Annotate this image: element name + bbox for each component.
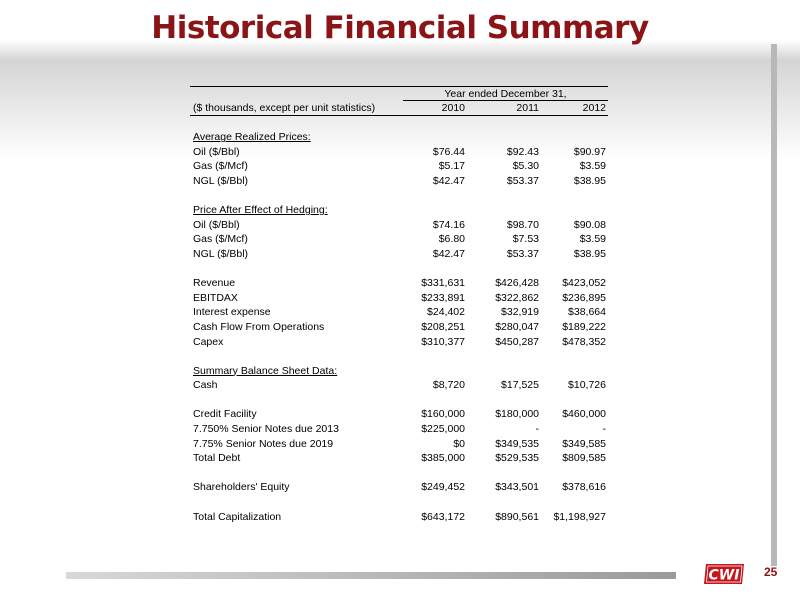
row-label: Total Capitalization <box>193 510 282 523</box>
table-row <box>190 335 608 350</box>
row-label: Interest expense <box>193 306 271 319</box>
section-heading-label: Average Realized Prices: <box>193 131 311 144</box>
cell-value: $7.53 <box>512 233 539 246</box>
cell-value: $225,000 <box>421 423 465 436</box>
cell-value: $38,664 <box>568 306 606 319</box>
cell-value: $38.95 <box>573 247 606 260</box>
cell-value: $643,172 <box>421 510 465 523</box>
cell-value: $1,198,927 <box>553 510 606 523</box>
cell-value: $10,726 <box>568 379 606 392</box>
section-heading <box>190 203 608 218</box>
section-heading <box>190 130 608 145</box>
cell-value: $3.59 <box>579 160 606 173</box>
table-row <box>190 422 608 437</box>
cell-value: $426,428 <box>495 277 539 290</box>
table-row <box>190 451 608 466</box>
row-label: Gas ($/Mcf) <box>193 160 248 173</box>
cell-value: $98.70 <box>506 218 539 231</box>
cell-value: $74.16 <box>432 218 465 231</box>
spacer-row <box>190 393 608 408</box>
cell-value: $249,452 <box>421 481 465 494</box>
period-header: Year ended December 31, <box>444 88 567 100</box>
right-accent-bar <box>771 44 777 566</box>
table-row <box>190 159 608 174</box>
row-label: 7.750% Senior Notes due 2013 <box>193 423 339 436</box>
cell-value: $42.47 <box>432 247 465 260</box>
page-number: 25 <box>764 565 778 579</box>
table-row <box>190 480 608 495</box>
table-top-rule <box>190 86 608 87</box>
cell-value: $208,251 <box>421 320 465 333</box>
row-label: Total Debt <box>193 452 241 465</box>
spacer-row <box>190 262 608 277</box>
cell-value: $160,000 <box>421 408 465 421</box>
row-label: Cash Flow From Operations <box>193 320 325 333</box>
row-label: Shareholders' Equity <box>193 481 290 494</box>
cwi-logo <box>703 563 745 585</box>
spacer-row <box>190 189 608 204</box>
cell-value: $180,000 <box>495 408 539 421</box>
row-label: Credit Facility <box>193 408 257 421</box>
spacer-row <box>190 116 608 131</box>
cell-value: $385,000 <box>421 452 465 465</box>
cell-value: $529,535 <box>495 452 539 465</box>
row-label: 7.75% Senior Notes due 2019 <box>193 437 334 450</box>
cell-value: - <box>602 423 606 436</box>
cell-value: $17,525 <box>501 379 539 392</box>
row-label: EBITDAX <box>193 291 238 304</box>
cell-value: $809,585 <box>562 452 606 465</box>
cell-value: $6.80 <box>438 233 465 246</box>
svg-text:CWI: CWI <box>708 567 740 584</box>
table-row <box>190 232 608 247</box>
section-heading <box>190 364 608 379</box>
row-label: Oil ($/Bbl) <box>193 145 240 158</box>
cell-value: $349,585 <box>562 437 606 450</box>
table-header-rule <box>190 115 608 116</box>
cell-value: $5.30 <box>512 160 539 173</box>
table-row <box>190 407 608 422</box>
units-label: ($ thousands, except per unit statistics) <box>193 102 376 114</box>
cell-value: $32,919 <box>501 306 539 319</box>
table-row <box>190 247 608 262</box>
year-header: 2010 <box>441 102 465 114</box>
row-label: Oil ($/Bbl) <box>193 218 240 231</box>
cell-value: $310,377 <box>421 335 465 348</box>
year-header: 2011 <box>516 102 539 114</box>
cell-value: $42.47 <box>432 174 465 187</box>
cell-value: $322,862 <box>495 291 539 304</box>
cell-value: $53.37 <box>506 247 539 260</box>
row-label: Gas ($/Mcf) <box>193 233 248 246</box>
cell-value: $90.97 <box>573 145 606 158</box>
table-row <box>190 174 608 189</box>
cell-value: $233,891 <box>421 291 465 304</box>
cell-value: $343,501 <box>495 481 539 494</box>
cell-value: $890,561 <box>495 510 539 523</box>
cell-value: $24,402 <box>427 306 465 319</box>
cell-value: $8,720 <box>432 379 465 392</box>
cell-value: $236,895 <box>562 291 606 304</box>
footer-bar <box>66 572 676 579</box>
cell-value: $76.44 <box>432 145 465 158</box>
cell-value: $92.43 <box>506 145 539 158</box>
cell-value: $460,000 <box>562 408 606 421</box>
cell-value: $478,352 <box>562 335 606 348</box>
spacer-row <box>190 349 608 364</box>
cell-value: $0 <box>453 437 465 450</box>
table-row <box>190 305 608 320</box>
financial-summary-table <box>190 101 608 524</box>
table-row <box>190 510 608 525</box>
row-label: Capex <box>193 335 224 348</box>
page-title: Historical Financial Summary <box>151 10 649 46</box>
cell-value: $189,222 <box>562 320 606 333</box>
cell-value: $5.17 <box>438 160 465 173</box>
cell-value: $3.59 <box>579 233 606 246</box>
cell-value: $53.37 <box>506 174 539 187</box>
table-row <box>190 437 608 452</box>
cell-value: - <box>535 423 539 436</box>
table-row <box>190 145 608 160</box>
year-header: 2012 <box>582 102 606 114</box>
cell-value: $423,052 <box>562 277 606 290</box>
cell-value: $331,631 <box>421 277 465 290</box>
section-heading-label: Price After Effect of Hedging: <box>193 204 328 217</box>
table-row <box>190 276 608 291</box>
row-label: Cash <box>193 379 218 392</box>
row-label: NGL ($/Bbl) <box>193 247 249 260</box>
table-row <box>190 320 608 335</box>
cell-value: $90.08 <box>573 218 606 231</box>
table-row <box>190 378 608 393</box>
table-row <box>190 218 608 233</box>
row-label: Revenue <box>193 277 236 290</box>
spacer-row <box>190 495 608 510</box>
section-heading-label: Summary Balance Sheet Data: <box>193 364 338 377</box>
cell-value: $38.95 <box>573 174 606 187</box>
table-header-row <box>190 101 608 116</box>
cell-value: $280,047 <box>495 320 539 333</box>
spacer-row <box>190 466 608 481</box>
row-label: NGL ($/Bbl) <box>193 174 249 187</box>
table-row <box>190 291 608 306</box>
cell-value: $349,535 <box>495 437 539 450</box>
cell-value: $378,616 <box>562 481 606 494</box>
cell-value: $450,287 <box>495 335 539 348</box>
